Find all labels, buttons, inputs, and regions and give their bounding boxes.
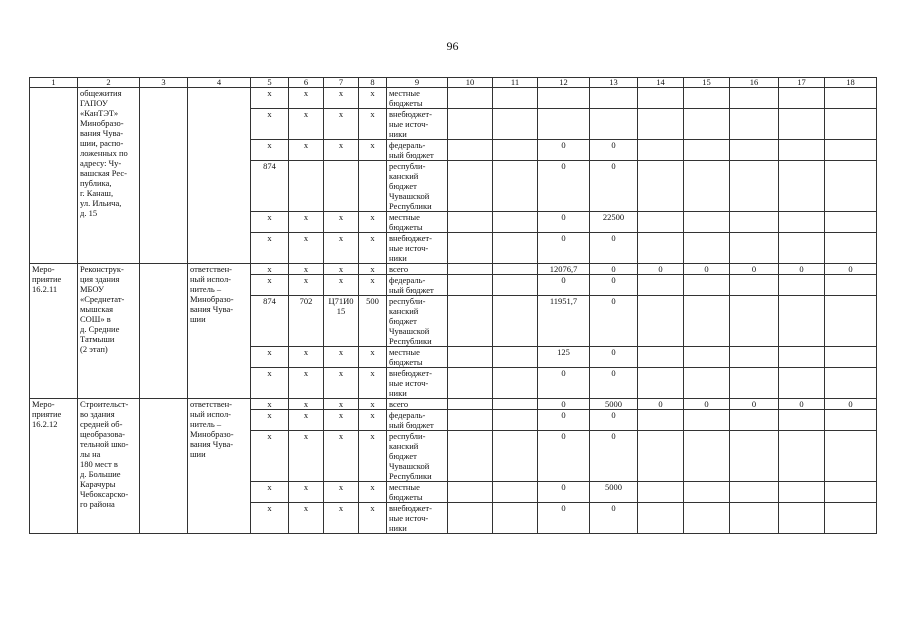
cell-vr: x: [359, 503, 387, 534]
value-cell: 0: [590, 296, 638, 347]
column-header: 14: [638, 78, 684, 88]
value-cell: 0: [590, 233, 638, 264]
cell-csr: x: [324, 275, 359, 296]
cell-csr: x: [324, 264, 359, 275]
funding-source: внебюджет- ные источ- ники: [387, 109, 448, 140]
cell-vr: [359, 161, 387, 212]
value-cell: 0: [730, 399, 779, 410]
value-cell: 0: [779, 399, 825, 410]
cell-vr: x: [359, 212, 387, 233]
executor-cell: ответствен- ный испол- нитель – Минобразо- вания Чува- шии: [188, 264, 251, 399]
funding-source: местные бюджеты: [387, 88, 448, 109]
object-description: Строительст- во здания средней об- щеобразова- тельной шко- лы на 180 мест в д. Большие Карачуры Чебоксарско- го района: [78, 399, 140, 534]
column-header: 3: [140, 78, 188, 88]
cell-vr: x: [359, 410, 387, 431]
value-cell: 0: [590, 275, 638, 296]
cell-vr: x: [359, 399, 387, 410]
value-cell: 0: [590, 368, 638, 399]
object-description: общежития ГАПОУ «КанТЭТ» Минобразо- вания Чува- шии, распо- ложенных по адресу: Чу- вашская Рес- публика, г. Канаш, ул. Ильича, д. 15: [78, 88, 140, 264]
measure-cell: Меро- приятие 16.2.11: [30, 264, 78, 399]
value-cell: 0: [590, 503, 638, 534]
funding-source: местные бюджеты: [387, 482, 448, 503]
table-row: [30, 399, 877, 410]
cell-grbs: x: [251, 399, 289, 410]
cell-vr: 500: [359, 296, 387, 347]
cell-grbs: x: [251, 233, 289, 264]
value-cell: 0: [538, 368, 590, 399]
page-number: 96: [446, 39, 459, 53]
column-header: 5: [251, 78, 289, 88]
table-row: [30, 264, 877, 275]
cell-grbs: x: [251, 140, 289, 161]
funding-source: местные бюджеты: [387, 347, 448, 368]
value-cell: 5000: [590, 399, 638, 410]
value-cell: 0: [538, 275, 590, 296]
cell-grbs: x: [251, 264, 289, 275]
value-cell: [590, 109, 638, 140]
object-description: Реконструк- ция здания МБОУ «Среднетат- мышская СОШ» в д. Средние Татмыши (2 этап): [78, 264, 140, 399]
column-header: 1: [30, 78, 78, 88]
empty-cell: [140, 264, 188, 399]
value-cell: 0: [590, 431, 638, 482]
cell-grbs: 874: [251, 161, 289, 212]
column-header: 4: [188, 78, 251, 88]
funding-source: федераль- ный бюджет: [387, 275, 448, 296]
executor-cell: ответствен- ный испол- нитель – Минобразо- вания Чува- шии: [188, 399, 251, 534]
cell-csr: Ц71И0 15: [324, 296, 359, 347]
value-cell: 0: [590, 140, 638, 161]
cell-csr: x: [324, 410, 359, 431]
value-cell: [590, 88, 638, 109]
column-header: 6: [289, 78, 324, 88]
cell-grbs: x: [251, 368, 289, 399]
cell-rzpr: x: [289, 399, 324, 410]
cell-grbs: x: [251, 275, 289, 296]
column-header: 9: [387, 78, 448, 88]
value-cell: 0: [538, 482, 590, 503]
cell-vr: x: [359, 109, 387, 140]
table-row: [30, 88, 877, 109]
cell-grbs: x: [251, 503, 289, 534]
cell-rzpr: x: [289, 88, 324, 109]
value-cell: 11951,7: [538, 296, 590, 347]
column-header: 8: [359, 78, 387, 88]
column-header: 15: [684, 78, 730, 88]
value-cell: 125: [538, 347, 590, 368]
cell-rzpr: x: [289, 431, 324, 482]
value-cell: 5000: [590, 482, 638, 503]
cell-csr: x: [324, 431, 359, 482]
value-cell: 12076,7: [538, 264, 590, 275]
value-cell: 0: [538, 399, 590, 410]
cell-rzpr: x: [289, 368, 324, 399]
cell-rzpr: x: [289, 347, 324, 368]
cell-rzpr: 702: [289, 296, 324, 347]
cell-grbs: x: [251, 431, 289, 482]
cell-csr: x: [324, 347, 359, 368]
value-cell: 0: [638, 399, 684, 410]
funding-source: внебюджет- ные источ- ники: [387, 368, 448, 399]
funding-source: республи- канский бюджет Чувашской Республики: [387, 296, 448, 347]
cell-vr: x: [359, 140, 387, 161]
cell-rzpr: x: [289, 410, 324, 431]
value-cell: 0: [638, 264, 684, 275]
cell-grbs: 874: [251, 296, 289, 347]
column-header: 11: [493, 78, 538, 88]
cell-vr: x: [359, 482, 387, 503]
cell-csr: x: [324, 368, 359, 399]
executor-cell: [188, 88, 251, 264]
cell-csr: x: [324, 399, 359, 410]
cell-rzpr: x: [289, 503, 324, 534]
empty-cell: [140, 399, 188, 534]
budget-table: [29, 77, 877, 534]
value-cell: 0: [590, 161, 638, 212]
funding-source: всего: [387, 399, 448, 410]
cell-grbs: x: [251, 109, 289, 140]
funding-source: федераль- ный бюджет: [387, 140, 448, 161]
funding-source: местные бюджеты: [387, 212, 448, 233]
cell-vr: x: [359, 264, 387, 275]
cell-rzpr: x: [289, 275, 324, 296]
column-header: 16: [730, 78, 779, 88]
value-cell: 0: [684, 264, 730, 275]
measure-cell: [30, 88, 78, 264]
funding-source: внебюджет- ные источ- ники: [387, 233, 448, 264]
measure-cell: Меро- приятие 16.2.12: [30, 399, 78, 534]
cell-vr: x: [359, 88, 387, 109]
cell-grbs: x: [251, 410, 289, 431]
column-header: 7: [324, 78, 359, 88]
cell-csr: x: [324, 233, 359, 264]
cell-grbs: x: [251, 482, 289, 503]
column-header: 2: [78, 78, 140, 88]
cell-rzpr: x: [289, 212, 324, 233]
value-cell: 0: [684, 399, 730, 410]
value-cell: 0: [590, 410, 638, 431]
cell-csr: x: [324, 482, 359, 503]
value-cell: 0: [538, 410, 590, 431]
value-cell: 0: [825, 264, 877, 275]
cell-rzpr: x: [289, 482, 324, 503]
cell-vr: x: [359, 275, 387, 296]
cell-csr: x: [324, 140, 359, 161]
value-cell: 0: [538, 212, 590, 233]
value-cell: [538, 109, 590, 140]
cell-grbs: x: [251, 212, 289, 233]
value-cell: 0: [538, 140, 590, 161]
cell-vr: x: [359, 347, 387, 368]
funding-source: республи- канский бюджет Чувашской Республики: [387, 431, 448, 482]
value-cell: 0: [538, 431, 590, 482]
cell-rzpr: x: [289, 109, 324, 140]
value-cell: 0: [590, 347, 638, 368]
column-header: 13: [590, 78, 638, 88]
column-header: 18: [825, 78, 877, 88]
column-header: 17: [779, 78, 825, 88]
cell-csr: x: [324, 503, 359, 534]
cell-vr: x: [359, 233, 387, 264]
funding-source: республи- канский бюджет Чувашской Республики: [387, 161, 448, 212]
value-cell: [538, 88, 590, 109]
value-cell: 0: [825, 399, 877, 410]
cell-grbs: x: [251, 88, 289, 109]
cell-rzpr: x: [289, 140, 324, 161]
value-cell: 0: [538, 161, 590, 212]
cell-vr: x: [359, 368, 387, 399]
value-cell: 0: [779, 264, 825, 275]
column-header: 10: [448, 78, 493, 88]
cell-csr: x: [324, 212, 359, 233]
value-cell: 0: [590, 264, 638, 275]
value-cell: 22500: [590, 212, 638, 233]
funding-source: федераль- ный бюджет: [387, 410, 448, 431]
cell-csr: [324, 161, 359, 212]
header-row: [30, 78, 877, 88]
cell-csr: x: [324, 109, 359, 140]
cell-grbs: x: [251, 347, 289, 368]
cell-rzpr: x: [289, 264, 324, 275]
funding-source: внебюджет- ные источ- ники: [387, 503, 448, 534]
value-cell: 0: [538, 233, 590, 264]
funding-source: всего: [387, 264, 448, 275]
cell-vr: x: [359, 431, 387, 482]
column-header: 12: [538, 78, 590, 88]
value-cell: 0: [538, 503, 590, 534]
cell-csr: x: [324, 88, 359, 109]
cell-rzpr: x: [289, 233, 324, 264]
cell-rzpr: [289, 161, 324, 212]
value-cell: 0: [730, 264, 779, 275]
empty-cell: [140, 88, 188, 264]
